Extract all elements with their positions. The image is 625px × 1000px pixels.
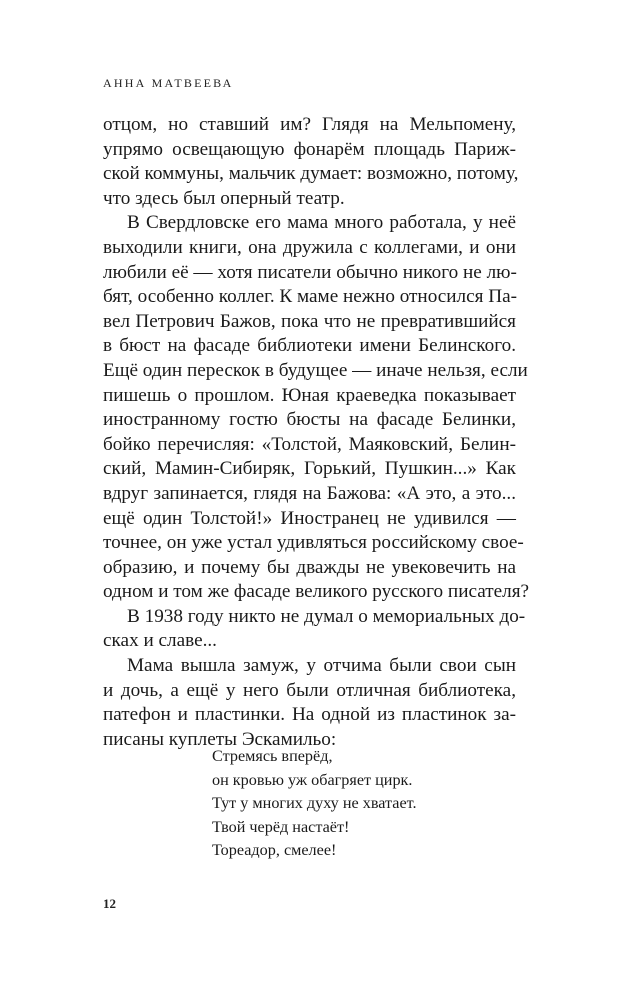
text-line: сках и славе...	[103, 630, 217, 652]
poem-line: Твой черёд настаёт!	[212, 817, 350, 836]
poem-line: Тут у многих духу не хватает.	[212, 794, 417, 813]
poem-line: он кровью уж обагряет цирк.	[212, 770, 413, 789]
poem-line: Стремясь вперёд,	[212, 747, 333, 765]
text-line: и дочь, а ещё у него были отличная библиотека,	[103, 679, 516, 701]
paragraph	[103, 113, 519, 211]
paragraph	[103, 211, 530, 605]
running-head: АННА МАТВЕЕВА	[103, 76, 234, 90]
text-line: Ещё один перескок в будущее — иначе нельзя, если	[103, 359, 528, 381]
page-number: 12	[103, 896, 116, 911]
text-line: вел Петрович Бажов, пока что не превратившийся	[103, 310, 516, 332]
text-line: бойко перечисляя: «Толстой, Маяковский, Белин-	[103, 433, 516, 455]
text-line: выходили книги, она дружила с коллегами, и они	[103, 236, 516, 258]
text-line: пишешь о прошлом. Юная краеведка показывает	[103, 384, 516, 406]
text-line: ской коммуны, мальчик думает: возможно, потому,	[103, 163, 519, 185]
text-line: бят, особенно коллег. К маме нежно относился Па-	[103, 286, 518, 308]
text-line: что здесь был оперный театр.	[103, 187, 345, 209]
text-line: в бюст на фасаде библиотеки имени Белинского.	[103, 335, 516, 357]
poem-line: Тореадор, смелее!	[212, 841, 337, 860]
text-line: вдруг запинается, глядя на Бажова: «А это, а это...	[103, 482, 516, 504]
text-line: ещё один Толстой!» Иностранец не удивился —	[103, 507, 516, 529]
poem-quote	[212, 745, 417, 863]
text-line: одном и том же фасаде великого русского писателя?	[103, 581, 530, 603]
text-line: В 1938 году никто не думал о мемориальных до-	[127, 605, 526, 627]
text-line: иностранному гостю бюсты на фасаде Белинки,	[103, 409, 516, 431]
text-line: точнее, он уже устал удивляться российскому свое-	[103, 532, 524, 554]
text-line: любили её — хотя писатели обычно никого не лю-	[103, 261, 517, 283]
text-line: упрямо освещающую фонарём площадь Париж-	[103, 138, 516, 160]
text-line: В Свердловске его мама много работала, у неё	[127, 212, 516, 234]
text-line: писаны куплеты Эскамильо:	[103, 728, 337, 750]
text-line: ский, Мамин-Сибиряк, Горький, Пушкин...» Как	[103, 458, 516, 480]
paragraph	[103, 654, 516, 752]
paragraph	[103, 605, 526, 654]
text-line: образию, и почему бы дважды не увековечить на	[103, 556, 516, 578]
text-line: отцом, но ставший им? Глядя на Мельпомену,	[103, 114, 516, 135]
body-text	[103, 113, 530, 752]
text-line: Мама вышла замуж, у отчима были свои сын	[127, 655, 516, 677]
text-line: патефон и пластинки. На одной из пластинок за-	[103, 704, 516, 726]
